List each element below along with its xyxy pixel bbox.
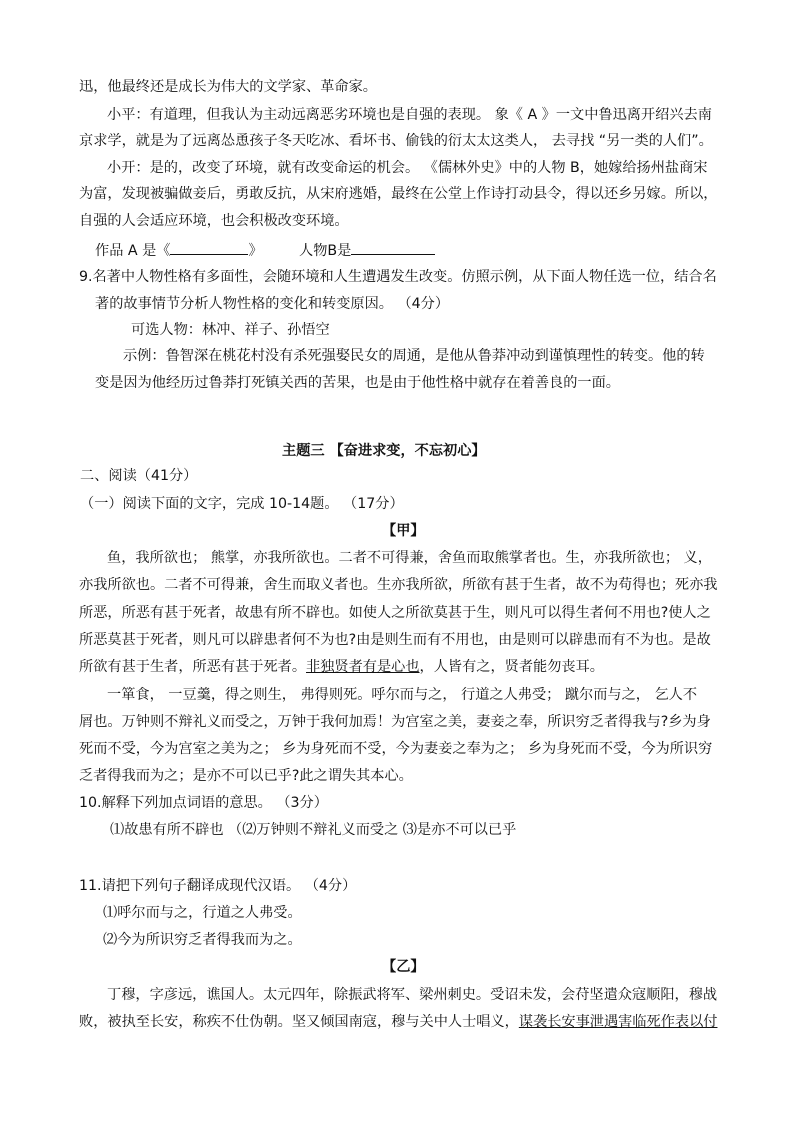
- question-9: 9.名著中人物性格有多面性，会随环境和人生遭遇发生改变。仿照示例，从下面人物任选一位，结合名: [79, 269, 717, 285]
- passage-label-jia: 【甲】: [382, 523, 425, 539]
- passage-line: 所恶莫甚于死者，则凡可以辟患者何不为也?由是则生而有不用也，由是则可以辟患而有不为也。是故: [79, 632, 711, 648]
- question-11-item-1: ⑴呼尔而与之，行道之人弗受。: [103, 905, 302, 921]
- section-title: 主题三 【奋进求变，不忘初心】: [282, 443, 486, 459]
- question-11: 11.请把下列句子翻译成现代汉语。 （4分）: [79, 878, 357, 894]
- text-line: 示例：鲁智深在桃花村没有杀死强娶民女的周通，是他从鲁莽冲动到谨慎理性的转变。他的转: [123, 348, 705, 364]
- passage-line: 屑也。万钟则不辩礼义而受之，万钟于我何加焉！为宫室之美，妻妾之奉，所识穷乏者得我与?乡为身: [79, 714, 711, 730]
- section-heading: 二、阅读（41分）: [80, 468, 198, 484]
- passage-line: 鱼，我所欲也； 熊掌，亦我所欲也。二者不可得兼，舍鱼而取熊掌者也。生，亦我所欲也； 义，: [107, 550, 712, 566]
- question-10-items: ⑴故患有所不辟也 （⑵万钟则不辩礼义而受之 ⑶是亦不可以已乎: [110, 822, 517, 838]
- passage-line: 所恶，所恶有甚于死者，故患有所不辟也。如使人之所欲莫甚于生，则凡可以得生者何不用也?使人之: [79, 605, 711, 621]
- section-subheading: （一）阅读下面的文字，完成 10-14题。 （17分）: [80, 496, 404, 512]
- passage-line: 死而不受，今为宫室之美为之； 乡为身死而不受，今为妻妾之奉为之； 乡为身死而不受，今为所识穷: [79, 741, 713, 757]
- text-line: 可选人物：林冲、祥子、孙悟空: [131, 322, 330, 338]
- passage-line: 丁穆，字彦远，谯国人。太元四年，除振武将军、梁州刺史。受诏未发，会苻坚遣众寇顺阳，穆战: [107, 987, 718, 1003]
- passage-fragment: 败，被执至长安，称疾不仕伪朝。坚又倾国南寇，穆与关中人士唱义，: [79, 1014, 519, 1030]
- text-line: 京求学，就是为了远离怂恿孩子冬天吃冰、看坏书、偷钱的衍太太这类人， 去寻找 “另一类的人们”。: [79, 133, 713, 149]
- passage-line: 亦我所欲也。二者不可得兼，舍生而取义者也。生亦我所欲，所欲有甚于生者，故不为苟得也；死亦我: [79, 577, 718, 593]
- answer-label-b: 人物B是: [299, 243, 352, 259]
- text-line: 著的故事情节分析人物性格的变化和转变原因。 （4分）: [95, 296, 450, 312]
- passage-line: 乏者得我而为之；是亦不可以已乎?此之谓失其本心。: [79, 768, 413, 784]
- passage-label-yi: 【乙】: [382, 959, 425, 975]
- passage-fragment: 所欲有甚于生者，所恶有甚于死者。: [79, 659, 307, 675]
- passage-line: [79, 1012, 717, 1032]
- answer-label-a: 作品 A 是《: [95, 243, 171, 259]
- text-line: 小开：是的，改变了环境，就有改变命运的机会。 《儒林外史》中的人物 B，她嫁给扬州盐商宋: [107, 160, 708, 176]
- answer-line: [95, 240, 263, 261]
- question-10: 10.解释下列加点词语的意思。 （3分）: [79, 795, 328, 811]
- text-line: 变是因为他经历过鲁莽打死镇关西的苦果，也是由于他性格中就存在着善良的一面。: [95, 375, 620, 391]
- passage-line: [79, 657, 604, 677]
- underlined-sentence: 谋袭长安事泄遇害临死作表以付: [518, 1014, 718, 1030]
- answer-close-bracket: 》: [248, 243, 263, 259]
- answer-blank-b[interactable]: [351, 240, 435, 255]
- answer-blank-a[interactable]: [170, 240, 248, 255]
- text-line: 小平：有道理，但我认为主动远离恶劣环境也是自强的表现。 象《 A 》一文中鲁迅离开绍兴去南: [107, 107, 712, 123]
- text-line: 自强的人会适应环境，也会积极改变环境。: [79, 213, 349, 229]
- underlined-sentence: 非独贤者有是心也: [306, 659, 420, 675]
- question-11-item-2: ⑵今为所识穷乏者得我而为之。: [103, 932, 302, 948]
- passage-line: 一箪食， 一豆羹，得之则生， 弗得则死。呼尔而与之， 行道之人弗受； 蹴尔而与之， 乞人不: [107, 687, 698, 703]
- passage-fragment: ，人皆有之，贤者能勿丧耳。: [419, 659, 604, 675]
- text-line: 迅，他最终还是成长为伟大的文学家、革命家。: [79, 79, 377, 95]
- text-line: 为富，发现被骗做妾后，勇敢反抗，从宋府逃婚，最终在公堂上作诗打动县令，得以还乡另嫁。所以，: [79, 186, 718, 202]
- answer-line: [299, 240, 435, 261]
